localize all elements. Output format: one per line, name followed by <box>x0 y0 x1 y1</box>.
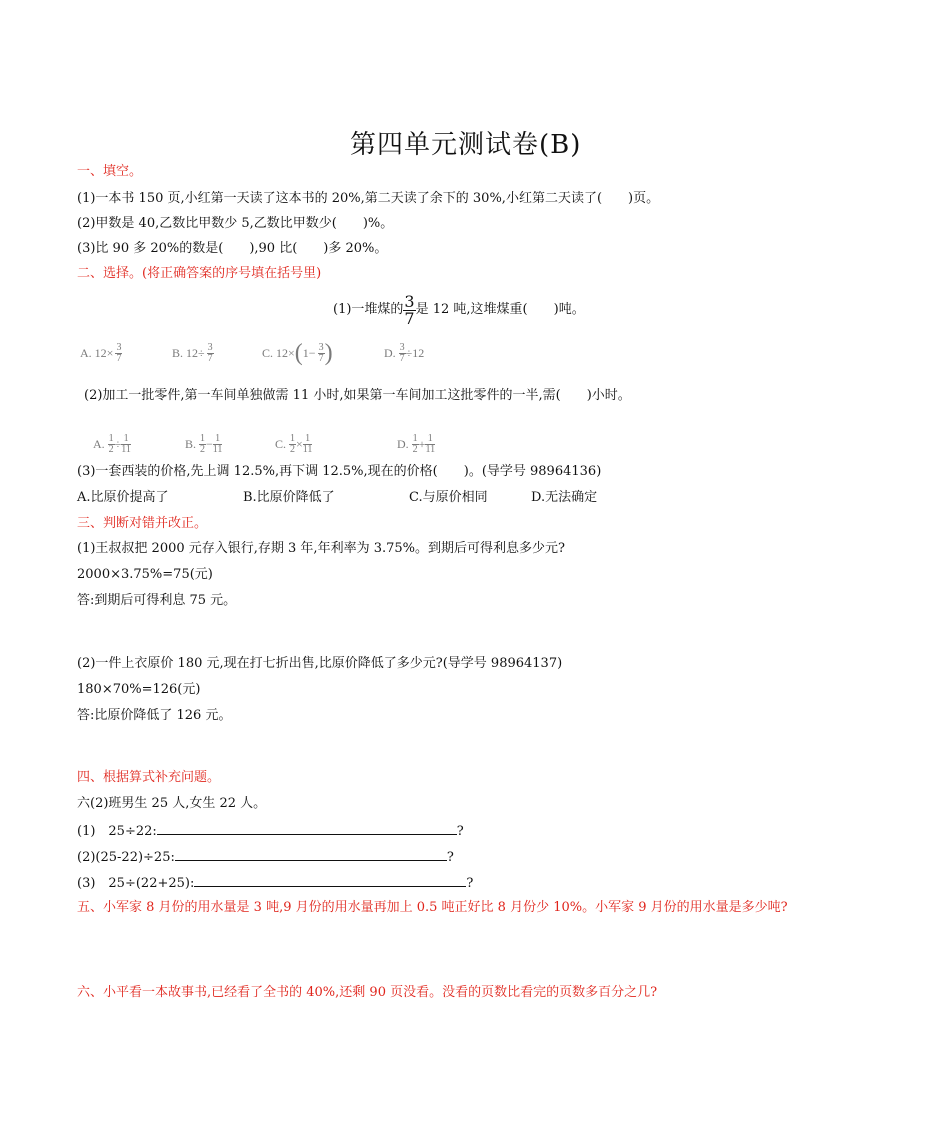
sec1-question-2: (2)甲数是 40,乙数比甲数少 5,乙数比甲数少( )%。 <box>77 216 394 231</box>
sec2-q3-option-a: A.比原价提高了 <box>77 490 169 505</box>
option-label: A. <box>93 436 105 451</box>
answer-line[interactable] <box>175 848 447 861</box>
option-label: B. 12÷ <box>172 345 205 360</box>
option-fraction <box>121 434 131 455</box>
sec3-q1-answer: 答:到期后可得利息 75 元。 <box>77 593 237 608</box>
fraction-denominator: 2 <box>290 443 296 455</box>
sec4-item-1 <box>77 822 464 840</box>
fraction-numerator: 3 <box>404 291 415 311</box>
sec3-question-1: (1)王叔叔把 2000 元存入银行,存期 3 年,年利率为 3.75%。到期后可得利息多少元? <box>77 541 565 556</box>
sec4-item-3 <box>77 874 473 892</box>
answer-line[interactable] <box>194 874 466 887</box>
option-label: B. <box>185 436 197 451</box>
fraction-numerator: 1 <box>303 434 313 445</box>
sec4-item-2 <box>77 848 454 866</box>
fraction-denominator: 11 <box>302 443 313 455</box>
close-paren: ) <box>324 339 333 366</box>
operator: ÷ <box>114 436 122 451</box>
operator: − <box>206 436 213 451</box>
fraction-numerator: 1 <box>108 432 114 444</box>
section-5-question: 五、小军家 8 月份的用水量是 3 吨,9 月份的用水量再加上 0.5 吨正好比 8 月份少 10%。小军家 9 月份的用水量是多少吨? <box>77 900 788 915</box>
fraction-denominator: 11 <box>212 443 223 455</box>
sec2-q3-option-b: B.比原价降低了 <box>243 490 335 505</box>
sec3-q1-calculation: 2000×3.75%=75(元) <box>77 567 213 582</box>
sec2-q1-option-b <box>172 340 214 366</box>
sec2-question-3: (3)一套西装的价格,先上调 12.5%,再下调 12.5%,现在的价格( )。(导学号 98964136) <box>77 464 602 479</box>
option-label: C. 12× <box>262 345 295 360</box>
fraction-numerator: 1 <box>200 432 206 444</box>
operator: + <box>418 436 426 451</box>
option-label: C. <box>275 436 287 451</box>
section-2-heading: 二、选择。(将正确答案的序号填在括号里) <box>77 266 322 281</box>
sec2-q1-suffix: 是 12 吨,这堆煤重( )吨。 <box>415 302 585 317</box>
sec2-q1-option-d <box>384 340 424 366</box>
answer-line[interactable] <box>157 822 457 835</box>
expression: (1) 25÷22: <box>77 824 157 839</box>
section-6-question: 六、小平看一本故事书,已经看了全书的 40%,还剩 90 页没看。没看的页数比看完的页数多百分之几? <box>77 985 658 1000</box>
fraction-numerator: 3 <box>399 341 405 353</box>
expression: (3) 25÷(22+25): <box>77 876 195 891</box>
sec4-intro: 六(2)班男生 25 人,女生 22 人。 <box>77 796 267 811</box>
option-fraction <box>399 343 406 364</box>
sec1-question-3: (3)比 90 多 20%的数是( ),90 比( )多 20%。 <box>77 241 388 256</box>
fraction-denominator: 11 <box>425 443 436 455</box>
fraction-numerator: 1 <box>412 432 418 444</box>
question-mark: ? <box>466 876 474 891</box>
fraction-denominator: 2 <box>108 443 114 455</box>
option-fraction <box>289 434 296 455</box>
fraction-denominator: 2 <box>200 443 206 455</box>
sec1-question-1: (1)一本书 150 页,小红第一天读了这本书的 20%,第二天读了余下的 30%,小红第二天读了( )页。 <box>77 191 660 206</box>
option-term: 1− <box>302 345 316 360</box>
fraction-numerator: 1 <box>425 434 435 445</box>
fraction-denominator: 7 <box>318 352 324 364</box>
fraction-denominator: 7 <box>399 352 405 364</box>
fraction-numerator: 1 <box>213 434 223 445</box>
sec3-question-2: (2)一件上衣原价 180 元,现在打七折出售,比原价降低了多少元?(导学号 98964137) <box>77 656 563 671</box>
sec3-q2-answer: 答:比原价降低了 126 元。 <box>77 708 232 723</box>
sec3-q2-calculation: 180×70%=126(元) <box>77 682 201 697</box>
option-fraction <box>199 434 206 455</box>
option-fraction <box>425 434 435 455</box>
option-fraction <box>412 434 419 455</box>
sec2-q1-option-c <box>262 338 333 368</box>
question-mark: ? <box>446 850 454 865</box>
sec2-question-1 <box>333 292 585 328</box>
sec2-q2-option-b <box>185 430 222 458</box>
option-fraction <box>108 434 115 455</box>
question-mark: ? <box>456 824 464 839</box>
sec2-q1-option-a <box>80 340 122 366</box>
fraction-denominator: 7 <box>404 308 415 328</box>
fraction-denominator: 2 <box>412 443 418 455</box>
section-3-heading: 三、判断对错并改正。 <box>77 516 208 531</box>
section-4-heading: 四、根据算式补充问题。 <box>77 770 221 785</box>
fraction-numerator: 3 <box>207 341 213 353</box>
sec2-q1-prefix: (1)一堆煤的 <box>333 302 404 317</box>
option-fraction <box>207 343 214 364</box>
fraction-denominator: 7 <box>116 352 122 364</box>
sec2-question-2: (2)加工一批零件,第一车间单独做需 11 小时,如果第一车间加工这批零件的一半,需( )小时。 <box>84 388 631 403</box>
sec2-q1-fraction <box>403 291 415 328</box>
option-fraction <box>213 434 223 455</box>
sec2-q3-option-c: C.与原价相同 <box>409 490 488 505</box>
option-fraction <box>303 434 313 455</box>
sec2-q2-option-c <box>275 430 312 458</box>
fraction-numerator: 1 <box>290 432 296 444</box>
operator: × <box>296 436 303 451</box>
sec2-q2-option-d <box>397 430 435 458</box>
option-term: ÷12 <box>405 345 425 360</box>
page-title: 第四单元测试卷(B) <box>350 130 582 160</box>
fraction-denominator: 7 <box>207 352 213 364</box>
option-label: A. 12× <box>80 345 114 360</box>
option-fraction <box>318 343 325 364</box>
fraction-denominator: 11 <box>121 443 131 455</box>
fraction-numerator: 3 <box>116 341 122 353</box>
open-paren: ( <box>294 339 303 366</box>
sec2-q3-option-d: D.无法确定 <box>531 490 598 505</box>
fraction-numerator: 1 <box>121 434 131 445</box>
option-label: D. <box>397 436 409 451</box>
fraction-numerator: 3 <box>318 341 324 353</box>
expression: (2)(25-22)÷25: <box>77 850 175 865</box>
section-1-heading: 一、填空。 <box>77 164 143 179</box>
option-fraction <box>115 343 122 364</box>
option-label: D. <box>384 345 396 360</box>
sec2-q2-option-a <box>93 430 131 458</box>
